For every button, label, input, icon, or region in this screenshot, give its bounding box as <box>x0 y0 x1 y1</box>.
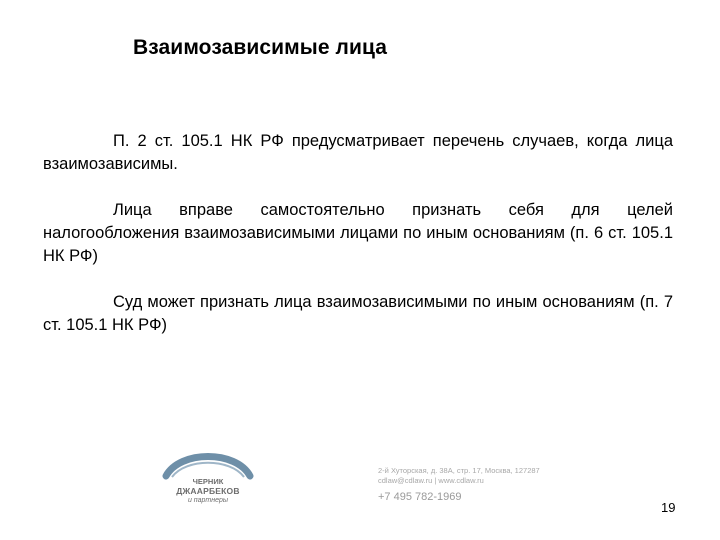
paragraph-self-recognition: Лица вправе самостоятельно признать себя для целей налогообложения взаимозависимыми лицами по иным основаниям (п. 6 ст. 105.1 НК РФ) <box>43 201 673 265</box>
paragraph-list-of-cases: П. 2 ст. 105.1 НК РФ предусматривает перечень случаев, когда лица взаимозависимы. <box>43 132 673 173</box>
logo-text-line2: ДЖААРБЕКОВ <box>176 486 240 496</box>
paragraph-court-recognition: Суд может признать лица взаимозависимыми по иным основаниям (п. 7 ст. 105.1 НК РФ) <box>43 293 673 334</box>
page-number: 19 <box>661 500 676 515</box>
contact-phone: +7 495 782-1969 <box>378 491 462 503</box>
logo-text-line1: ЧЕРНИК <box>192 477 224 486</box>
contact-email-web: cdlaw@cdlaw.ru | www.cdlaw.ru <box>378 476 484 485</box>
slide-body <box>43 130 673 360</box>
contact-block <box>378 466 540 504</box>
contact-address: 2-й Хуторская, д. 38А, стр. 17, Москва, 127287 <box>378 466 540 475</box>
bridge-arch-icon <box>158 446 258 480</box>
logo-text-line3: и партнеры <box>187 497 229 504</box>
slide-title: Взаимозависимые лица <box>133 36 388 59</box>
company-logo <box>158 446 258 516</box>
